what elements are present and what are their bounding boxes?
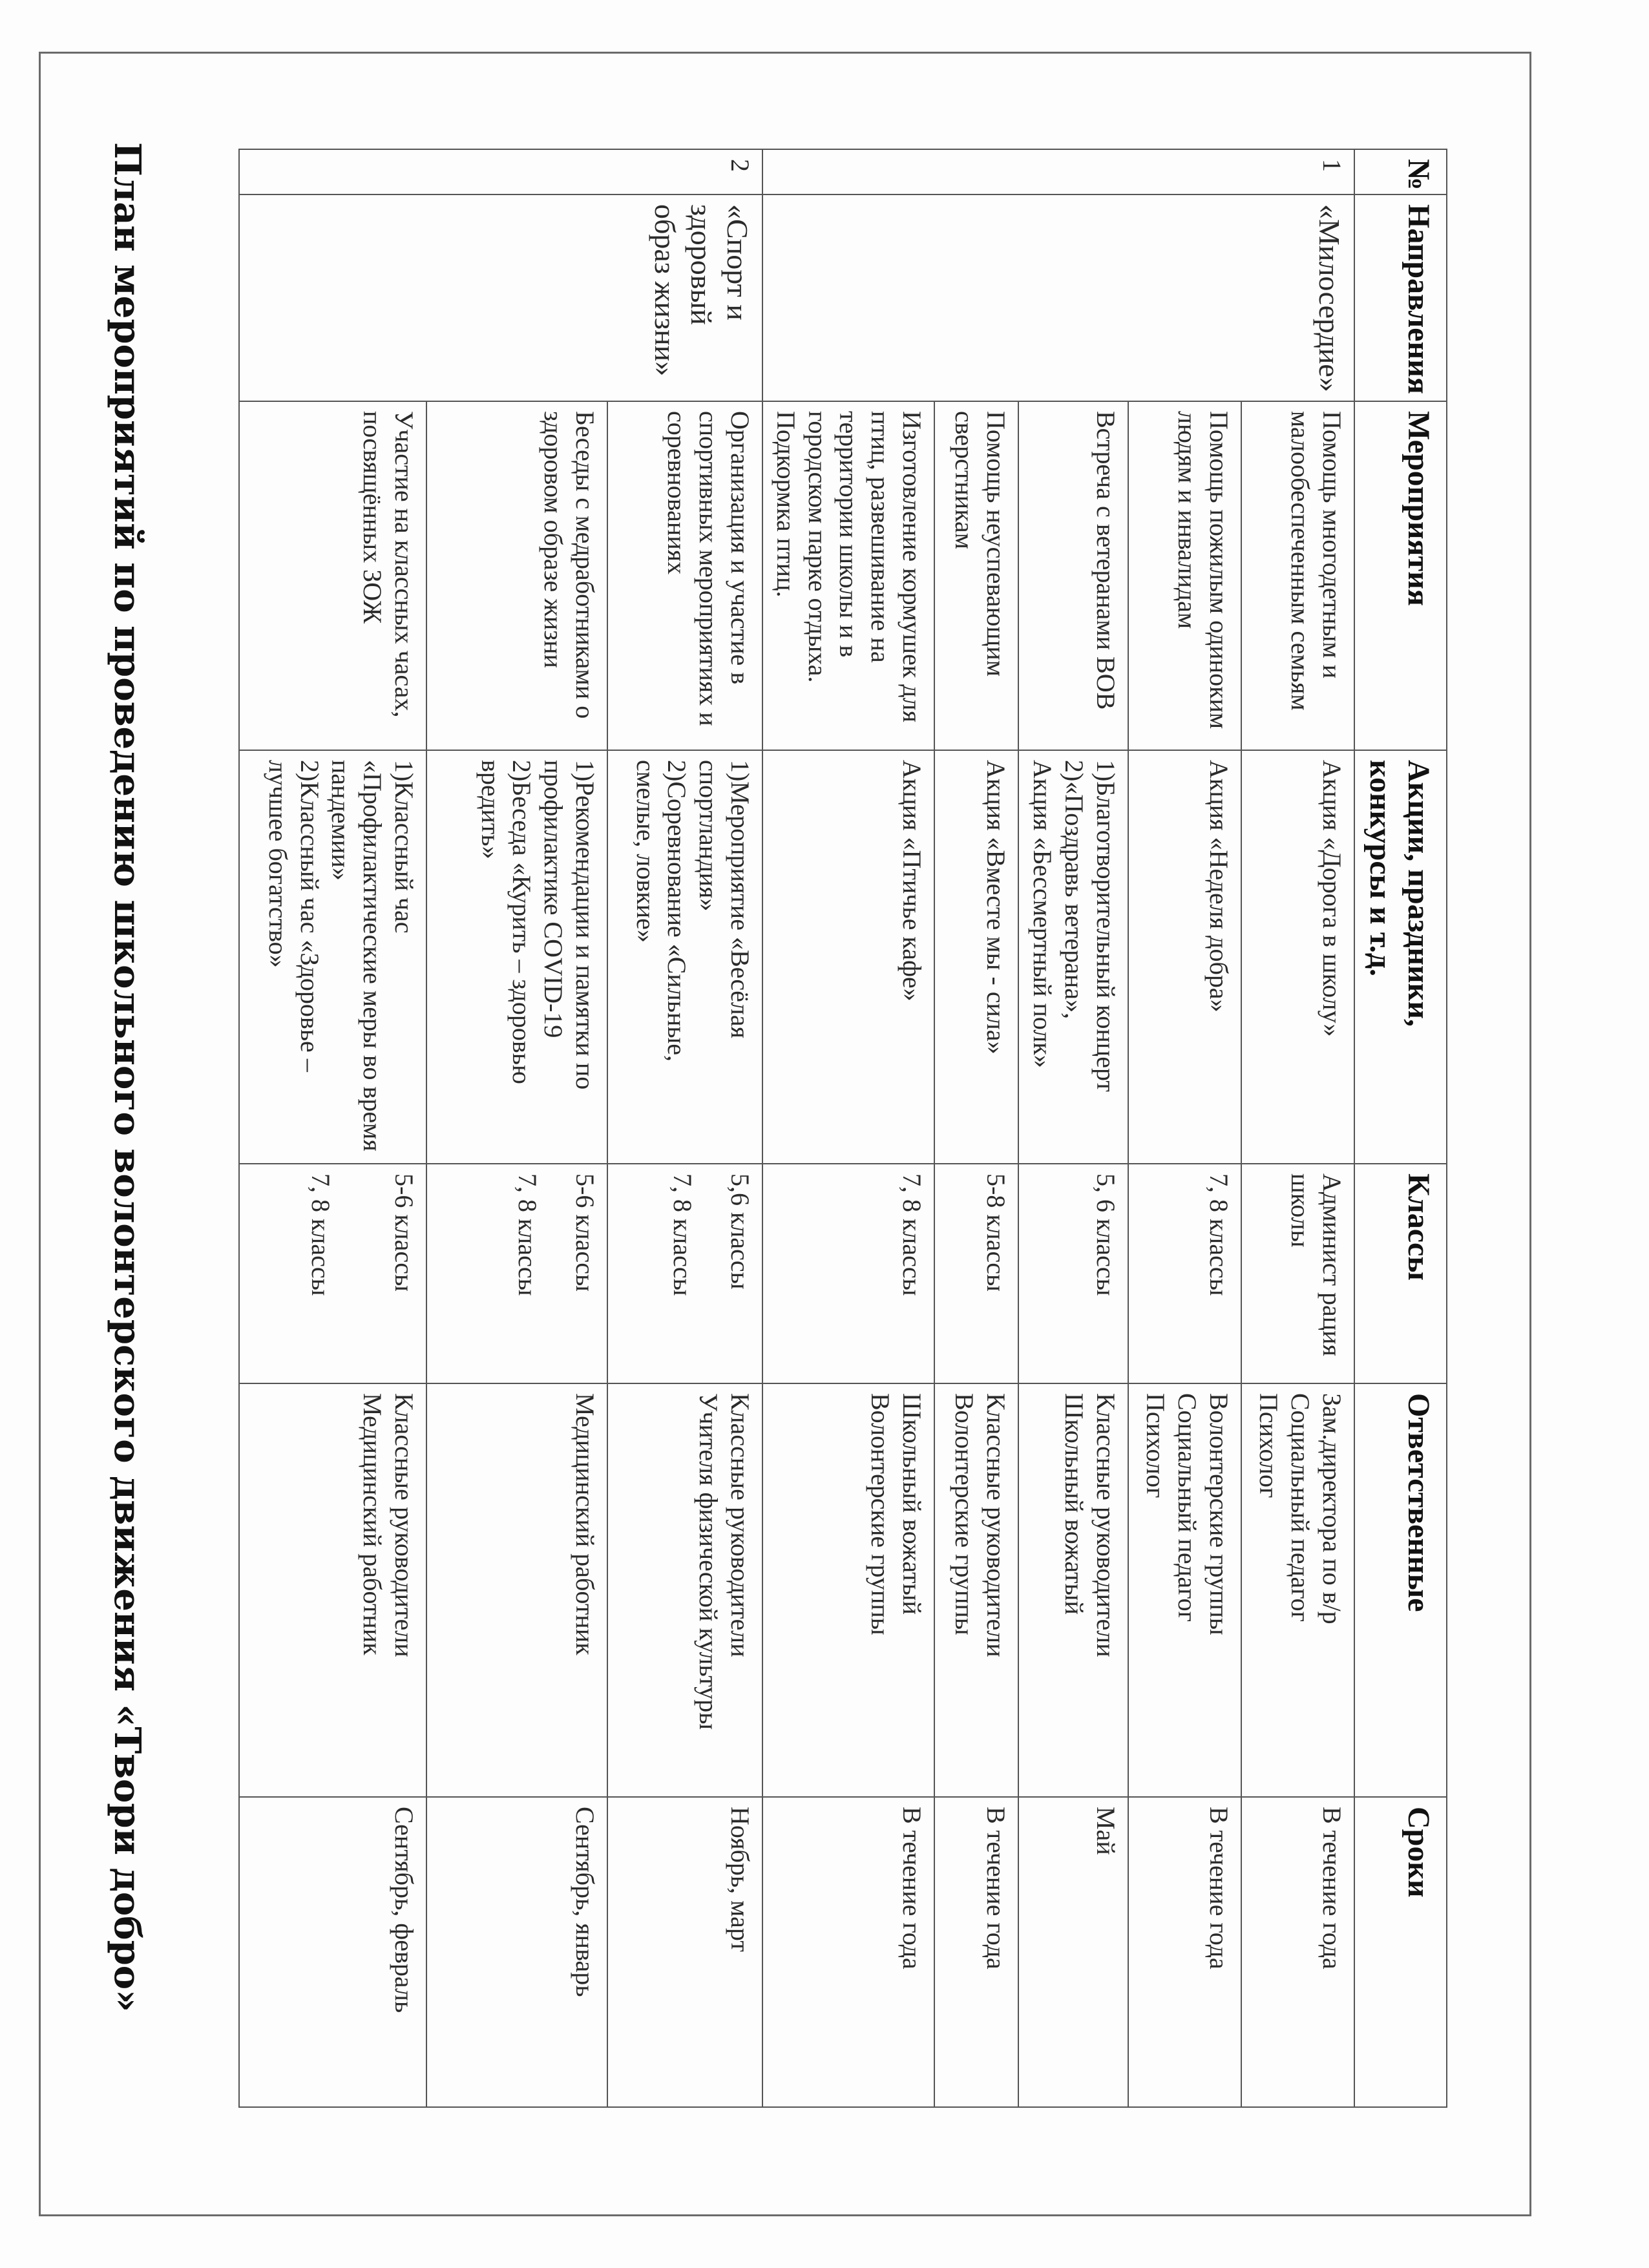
action-cell: 1)Классный час «Профилактические меры во время пандемии» 2)Классный час «Здоровье – лучшее богатство»	[239, 750, 426, 1164]
action-cell: Акция «Неделя добра»	[1128, 750, 1241, 1164]
event-cell: Организация и участие в спортивных мероприятиях и соревнованиях	[607, 401, 762, 750]
event-cell: Беседы с медработниками о здоровом образе жизни	[426, 401, 607, 750]
section-direction: «Милосердие»	[762, 194, 1354, 401]
classes-cell: Админист рация школы	[1241, 1164, 1354, 1383]
deadline-cell: Май	[1018, 1797, 1128, 2107]
event-cell: Помощь многодетным и малообеспеченным семьям	[1241, 401, 1354, 750]
responsible-cell: Медицинский работник	[426, 1383, 607, 1797]
action-cell: Акция «Дорога в школу»	[1241, 750, 1354, 1164]
responsible-cell: Зам.директора по в/р Социальный педагог Психолог	[1241, 1383, 1354, 1797]
deadline-cell: В течение года	[1241, 1797, 1354, 2107]
plan-table	[238, 149, 1447, 2108]
responsible-cell: Классные руководители Волонтерские группы	[934, 1383, 1018, 1797]
classes-cell: 5-6 классы 7, 8 классы	[239, 1164, 426, 1383]
classes-cell: 5,6 классы 7, 8 классы	[607, 1164, 762, 1383]
table-row	[607, 149, 762, 2107]
table-row	[1018, 149, 1128, 2107]
header-actions: Акции, праздники, конкурсы и т.д.	[1354, 750, 1447, 1164]
deadline-cell: В течение года	[1128, 1797, 1241, 2107]
header-deadlines: Сроки	[1354, 1797, 1447, 2107]
header-num: №	[1354, 149, 1447, 194]
action-cell: 1)Благотворительный концерт 2)«Поздравь ветерана», Акция «Бессмертный полк»	[1018, 750, 1128, 1164]
classes-cell: 5-6 классы 7, 8 классы	[426, 1164, 607, 1383]
table-row	[762, 149, 934, 2107]
table-row	[1128, 149, 1241, 2107]
section-num: 2	[239, 149, 762, 194]
table-row	[934, 149, 1018, 2107]
action-cell: 1)Мероприятие «Весёлая спортландия» 2)Соревнование «Сильные, смелые, ловкие»	[607, 750, 762, 1164]
event-cell: Участие на классных часах, посвящённых ЗОЖ	[239, 401, 426, 750]
action-cell: 1)Рекомендации и памятки по профилактике COVID-19 2)Беседа «Курить – здоровью вредить»	[426, 750, 607, 1164]
header-row	[1354, 149, 1447, 2107]
classes-cell: 5, 6 классы	[1018, 1164, 1128, 1383]
header-responsible: Ответственные	[1354, 1383, 1447, 1797]
deadline-cell: Сентябрь, февраль	[239, 1797, 426, 2107]
responsible-cell: Классные руководители Учителя физической культуры	[607, 1383, 762, 1797]
table-row	[239, 149, 426, 2107]
document-title: План мероприятий по проведению школьного волонтерского движения «Твори добро»	[106, 142, 149, 2013]
table-row	[1241, 149, 1354, 2107]
responsible-cell: Классные руководители Медицинский работник	[239, 1383, 426, 1797]
responsible-cell: Классные руководители Школьный вожатый	[1018, 1383, 1128, 1797]
header-classes: Классы	[1354, 1164, 1447, 1383]
header-events: Мероприятия	[1354, 401, 1447, 750]
event-cell: Изготовление кормушек для птиц, развешивание на территории школы и в городском парке отдыха. Подкормка птиц.	[762, 401, 934, 750]
deadline-cell: В течение года	[762, 1797, 934, 2107]
section-num: 1	[762, 149, 1354, 194]
deadline-cell: Сентябрь, январь	[426, 1797, 607, 2107]
event-cell: Встреча с ветеранами ВОВ	[1018, 401, 1128, 750]
deadline-cell: Ноябрь, март	[607, 1797, 762, 2107]
header-direction: Направления	[1354, 194, 1447, 401]
rotated-document	[32, 45, 1615, 2197]
section-direction: «Спорт и здоровый образ жизни»	[239, 194, 762, 401]
table-row	[426, 149, 607, 2107]
action-cell: Акция «Птичье кафе»	[762, 750, 934, 1164]
deadline-cell: В течение года	[934, 1797, 1018, 2107]
responsible-cell: Волонтерские группы Социальный педагог Психолог	[1128, 1383, 1241, 1797]
action-cell: Акция «Вместе мы - сила»	[934, 750, 1018, 1164]
event-cell: Помощь неуспевающим сверстникам	[934, 401, 1018, 750]
classes-cell: 7, 8 классы	[1128, 1164, 1241, 1383]
event-cell: Помощь пожилым одиноким людям и инвалидам	[1128, 401, 1241, 750]
responsible-cell: Школьный вожатый Волонтерские группы	[762, 1383, 934, 1797]
classes-cell: 7, 8 классы	[762, 1164, 934, 1383]
classes-cell: 5-8 классы	[934, 1164, 1018, 1383]
